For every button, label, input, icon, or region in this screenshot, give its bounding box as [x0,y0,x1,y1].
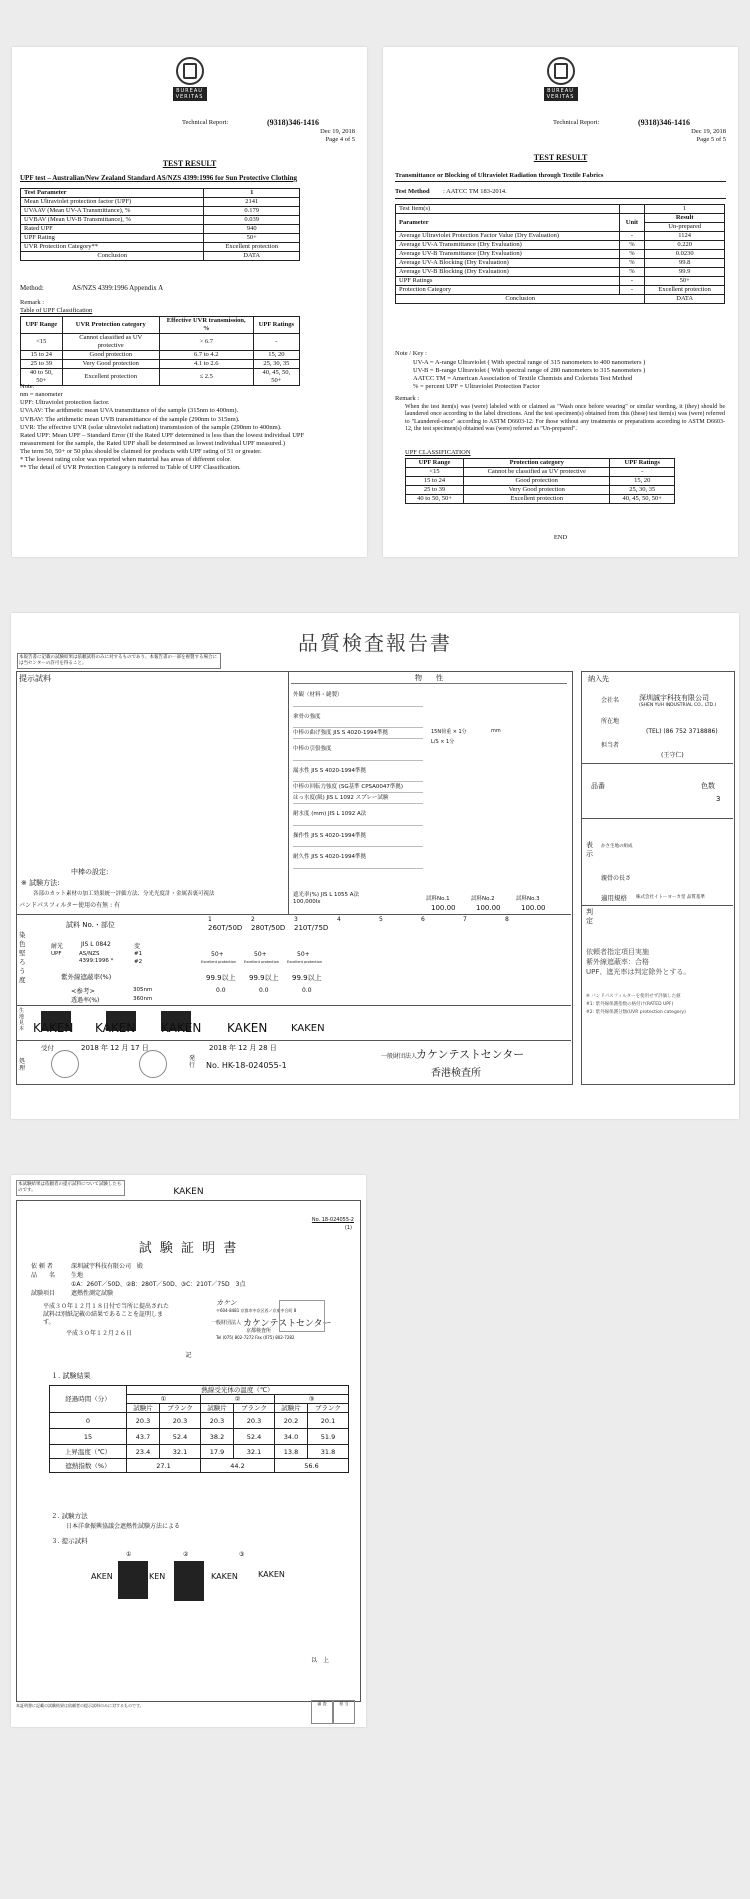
table-cell: 試験片 [274,1404,307,1413]
bureau-veritas-logo: BUREAU VERITAS [544,57,578,101]
report-title: 品質検査報告書 [298,631,452,655]
table-cell: 25 to 39 [406,486,464,495]
table-cell: 15 to 24 [21,351,63,360]
upf-classification-table [405,458,675,504]
table-cell: Parameter [396,214,620,232]
table-row [21,334,300,351]
table-cell: 23.4 [127,1445,160,1459]
sample-3-spec: 210T/75D [294,924,329,932]
test-result-heading: TEST RESULT [533,153,588,162]
table-cell: Average UV-A Transmittance (Dry Evaluation) [396,241,620,250]
table-cell: 40 to 50, 50+ [21,369,63,386]
table-cell: Average UV-B Transmittance (Dry Evaluation) [396,250,620,259]
quality-inspection-report: 品質検査報告書 本報告書に記載の試験結果は依頼試料のみに対するものであり、本報告書の一部を複製する場合には当センターの許可を得ること。 提示試料 物 性 外観（材料・縫製） 傘骨の強度 中棒の曲げ強度 JIS S 4020-1994準拠 中棒の引張強度 漏水性 JIS S 4020-1994準拠 中棒の回転力強度 (SG基準 CPSA0047準拠) はっ水度(級) JIS L 1092 スプレー試験 耐水度 (mm) JIS L 1092 A法 操作性 JIS S 4020-1994準拠 耐久性 JIS S 4020-1994準拠 15N荷重 × 1分 mm L/S × 1分 遮光率(%) JIS L 1055 A法 100,000lx 試料No.1 試料No.2 試料No.3 100.00 100.00 100.00 中棒の設定: ※ 試験方法: 各部のカット素材の加工効果統一評価方法、分光光度計・金属表裏可視法 バンドパスフィルター使用の有無 : 有 染色堅ろう度 試料 No.・部位 1 260T/50D 2 280T/50D 3 210T/75D 4 5 6 7 8 耐光 JIS L 0842 変 UPF AS/NZS 4399:1996 * #1 #2 50+ 50+ 50+ Excellent protection Excellent protection Excellent protection 紫外線遮蔽率(%) 99.9以上 99.9以上 99.9以上 <参考> 透過率(%) 305nm 360nm 0.0 0.0 0.0 生地見本 KAKEN KAKEN KAKEN KAKEN KAKEN 受付 2018 年 12 月 17 日 2018 年 12 月 28 日 発行 No. HK-18-024055-1 処理 一般財団法人 カケンテストセンター 香港検査所 納入先 会社名 深圳誠宇科技有限公司 (SHEN YUH INDUSTRIAL CO., LTD.) 所在地 (TEL) (86 752 3718886) 担当者 (王守仁) 品番 色数 3 表示 かさ生地の組成 親骨の長さ 適用規格 株式会社イトーヨーカ堂 品質基準 判定 依頼者指定項目実施 紫外線遮蔽率：合格 UPF、遮光率は判定除外とする。 ※ バンドパスフィルターを使用せず評価した値 #1: 紫外線保護指数の格付け(RATED UPF) #2: 紫外線保護分類(UVR protection category) [11,613,739,1119]
table-cell: % [619,241,645,250]
swatch-label-3: KAKEN [211,1572,238,1581]
report-number: (9318)346-1416 [267,118,319,127]
inspector-seal-stamp [139,1050,167,1078]
uv-sample-2: 試料No.2 [471,896,495,902]
footnotes: ※ バンドパスフィルターを使用せず評価した値 #1: 紫外線保護指数の格付け(RATED UPF) #2: 紫外線保護分類(UVR protection category) [586,994,686,1015]
table-cell: 20.3 [160,1413,201,1429]
uv-sample-3: 試料No.3 [516,896,540,902]
table-cell: UPF Rating [21,234,204,243]
table-cell: UVR Protection Category** [21,243,204,252]
contact-person: (王守仁) [661,752,684,759]
table-cell: 44.2 [200,1459,274,1473]
uv-block-value-3: 99.9以上 [292,974,322,982]
load-note-2: L/S × 1分 [431,739,455,745]
table-cell: Very Good protection [62,360,159,369]
table-row [50,1429,349,1445]
company-name-en: (SHEN YUH INDUSTRIAL CO., LTD.) [639,703,717,708]
table-cell: 1 [204,189,300,198]
table-cell: 940 [204,225,300,234]
bv-seal-icon [547,57,575,85]
table-cell: 試験片 [200,1404,233,1413]
applied-spec: 株式会社イトーヨーカ堂 品質基準 [636,895,705,900]
table-cell: UVBAV (Mean UV-B Transmittance), % [21,216,204,225]
table-cell: - [619,286,645,295]
swatch-label-4: KAKEN [227,1021,268,1035]
test-method-text: 各部のカット素材の加工効果統一評価方法、分光光度計・金属表裏可視法 [33,891,215,897]
handler-label: 処理 [19,1058,26,1072]
issue-number: No. HK-18-024055-1 [206,1061,287,1070]
upf-test-subtitle: UPF test – Australian/New Zealand Standard AS/NZS 4399:1996 for Sun Protective Clothing [20,174,297,182]
table-row [50,1413,349,1429]
table-cell: Good protection [62,351,159,360]
heat-shield-table [49,1385,349,1473]
table-row [406,495,675,504]
transmittance-subtitle: Transmittance or Blocking of Ultraviolet Radiation through Textile Fabrics [395,172,604,179]
uv-value-3: 100.00 [521,904,546,912]
table-cell: Conclusion [21,252,204,261]
table-cell: 40 to 50, 50+ [406,495,464,504]
table-row [406,468,675,477]
method-label: Method: [20,284,44,292]
table-cell: UVR Protection category [62,317,159,334]
table-cell: % [619,268,645,277]
table-cell: 4.1 to 2.6 [159,360,253,369]
uv-result-table [395,204,725,304]
table-cell: 40, 45, 50, 50+ [253,369,299,386]
dye-fastness-side-label: 染色堅ろう度 [19,931,26,984]
table-cell: - [253,334,299,351]
test-result-heading: TEST RESULT [162,159,217,168]
shaft-setting-label: 中棒の設定: [71,868,109,876]
bureau-veritas-logo: BUREAU VERITAS [173,57,207,101]
table-cell: Cannot be classified as UV protective [464,468,610,477]
client-name: 深圳誠宇科技有限公司 殿 [71,1263,144,1270]
property-list: 外観（材料・縫製） 傘骨の強度 中棒の曲げ強度 JIS S 4020-1994準拠 中棒の引張強度 漏水性 JIS S 4020-1994準拠 中棒の回転力強度 (SG基準 CPSA0047準拠) はっ水度(級) JIS L 1092 スプレー試験 耐水度 (mm) JIS L 1092 A法 操作性 JIS S 4020-1994準拠 耐久性 JIS S 4020-1994準拠 [293,685,423,869]
fabric-swatch-2 [174,1561,204,1601]
kaken-logo: カケン [216,1299,237,1307]
table-row [50,1459,349,1473]
table-cell: 6.7 to 4.2 [159,351,253,360]
company-tel: (TEL) (86 752 3718886) [646,728,718,735]
swatch-label-3: KAKEN [161,1021,202,1035]
table-cell: Good protection [464,477,610,486]
table-cell: Conclusion [396,295,645,304]
table-cell: 34.0 [274,1429,307,1445]
notice-box: 本試験結果は依頼者の提示試料について試験したものです。 [16,1180,125,1196]
table-row [396,259,725,268]
table-cell: 1 [645,205,725,214]
uv-block-label: 紫外線遮蔽率(%) [61,973,112,981]
table-cell: 20.2 [274,1413,307,1429]
uv-block-value-2: 99.9以上 [249,974,279,982]
table-cell: 0.0230 [645,250,725,259]
table-cell: ブランク [234,1404,275,1413]
end-label: END [553,534,568,541]
table-row [21,225,300,234]
test-item: 遮熱性測定試験 [71,1290,114,1297]
upf-standard: AS/NZS 4399:1996 * [79,951,114,964]
table-cell: UPF Ratings [396,277,620,286]
table-row [396,286,725,295]
swatch-label-2: KAKEN [95,1021,136,1035]
upf-value-1: 50+ [211,951,224,958]
table-cell: 15, 20 [610,477,675,486]
table-cell: Average Ultraviolet Protection Factor Value (Dry Evaluation) [396,232,620,241]
certificate-title: 試 験 証 明 書 [138,1241,239,1256]
note-key-label: Note / Key : [395,350,427,357]
end-label: 以 上 [311,1657,330,1664]
table-cell: Test Parameter [21,189,204,198]
table-cell: 25, 30, 35 [610,486,675,495]
table-cell: 25 to 39 [21,360,63,369]
table-cell: Excellent protection [204,243,300,252]
table-cell [619,205,645,214]
table-cell: 20.3 [127,1413,160,1429]
table-cell: 0.039 [204,216,300,225]
tech-report-label: Technical Report: [553,119,600,126]
table-row [21,317,300,334]
table-cell: 31.8 [307,1445,348,1459]
certification-text: 平成３０年１２月１８日付で当所に提出された試料は別紙記載の結果であることを証明します。 [43,1303,170,1326]
table-row [406,459,675,468]
table-row [396,277,725,286]
table-cell: UPF Range [21,317,63,334]
properties-header: 物 性 [291,673,567,684]
item-detail: ①A：260T／50D、②B：280T／50D、③C：210T／75D 3点 [71,1281,246,1288]
report-number: (9318)346-1416 [638,118,690,127]
received-label: 受付 [41,1044,54,1052]
table-row [396,295,725,304]
table-cell: 経過時間（分） [50,1386,127,1413]
upf-parameter-table [20,188,300,261]
test-certificate: 本試験結果は依頼者の提示試料について試験したものです。 KAKEN No. 18-024055-2 (1) 試 験 証 明 書 依 頼 者 深圳誠宇科技有限公司 殿 品 名 生地 ①A：260T／50D、②B：280T／50D、③C：210T／75D 3点 試験項目 遮熱性測定試験 平成３０年１２月１８日付で当所に提出された試料は別紙記載の結果であることを証明します。 平成３０年１２月２６日 カケン 〒604-8481 京都市中京区西ノ京東中合町 8 一般財団法人 カケンテストセンター 京都検査所 Tel (075) 802-7272 Fax (075) 802-7282 記 １. 試験結果 経過時間（分） 熱線受光体の温度（℃） ① ② ③ 試験片 ブランク 試験片 ブランク 試験片 ブランク 0 20.3 20.3 20.3 20.3 20.2 20.1 15 43.7 52.4 38.2 52.4 34.0 51.9 上昇温度（℃） 23.4 32.1 17.9 32.1 13.8 31.8 遮熱指数（%） 27.1 44.2 56.6 ２. 試験方法 日本洋傘振興協議会遮熱性試験方法による ３. 提示試料 ① ② ③ AKEN KEN KAKEN KAKEN 以 上 本証明書に記載の試験結果は依頼者の提示試料のみに対するものです。 審 査 担 当 [11,1175,366,1727]
tech-report-label: Technical Report: [182,119,229,126]
bv-seal-icon [176,57,204,85]
method-value: AS/NZS 4399:1996 Appendix A [72,284,164,292]
table-cell: Effective UVR transmission, % [159,317,253,334]
footer-notice: 本証明書に記載の試験結果は依頼者の提示試料のみに対するものです。 [16,1703,144,1708]
table-row [21,351,300,360]
table-cell: DATA [645,295,725,304]
table-cell: 15, 20 [253,351,299,360]
page-number: Page 4 of 5 [325,136,355,143]
table-cell: % [619,259,645,268]
transmittance-label: 透過率(%) [71,997,100,1004]
divider [395,198,726,199]
table-cell: Mean Ultraviolet protection factor (UPF) [21,198,204,207]
table-cell: 20.1 [307,1413,348,1429]
handler-seal-stamp [51,1050,79,1078]
table-cell: 熱線受光体の温度（℃） [127,1386,349,1395]
upf-label: UPF [51,951,62,957]
document-number: No. 18-024055-2 [311,1217,354,1223]
table-cell: ① [127,1395,201,1404]
table-row [396,232,725,241]
fastness-label: 耐光 [51,943,64,950]
table-cell: 0.220 [645,241,725,250]
note-keys: UV-A = A-range Ultraviolet ( With spectral range of 315 nanometers to 400 nanometers ) UV-B = B-range Ultraviolet ( With spectral range of 280 nanometers to 315 nanometers ) AATCC TM = American Association of Textile Chemists and Colorists Test Method % = percent UPF = Ultraviolet Protection Factor [413,359,646,391]
table-cell: - [619,277,645,286]
fastness-standard: JIS L 0842 [81,941,111,948]
table-row [21,243,300,252]
certificate-date: 平成３０年１２月２６日 [66,1330,133,1337]
handler-stamp: 担 当 [333,1700,355,1724]
upf-classification-table [20,316,300,386]
company-name: 深圳誠宇科技有限公司 [639,694,709,702]
reference-label: <参考> [71,987,95,995]
table-row [396,241,725,250]
judgment-text: 依頼者指定項目実施 紫外線遮蔽率：合格 UPF、遮光率は判定除外とする。 [586,948,691,976]
remark-label: Remark : [20,299,45,306]
swatch-label-2: KEN [149,1572,166,1581]
kaken-test-center: カケンテストセンター [243,1319,332,1329]
table-cell: Excellent protection [464,495,610,504]
table-row [21,252,300,261]
table-row [21,207,300,216]
table-cell: Protection category [464,459,610,468]
item-name: 生地 [71,1272,84,1279]
swatch-label-5: KAKEN [291,1023,325,1034]
upf-value-2: 50+ [254,951,267,958]
received-date: 2018 年 12 月 17 日 [81,1044,149,1052]
table-cell: Excellent protection [62,369,159,386]
table-cell: 20.3 [234,1413,275,1429]
swatch-label-4: KAKEN [258,1570,285,1579]
sample-2-spec: 280T/50D [251,924,286,932]
table-cell: Test Item(s) [396,205,620,214]
table-cell: 52.4 [160,1429,201,1445]
fabric-swatch-1 [118,1561,148,1599]
table-cell: <15 [406,468,464,477]
table-row [50,1386,349,1395]
table-cell: 1124 [645,232,725,241]
notice-box: 本報告書に記載の試験結果は依頼試料のみに対するものであり、本報告書の一部を複製する場合には当センターの許可を得ること。 [17,653,221,669]
table-cell: ブランク [307,1404,348,1413]
table-cell: 32.1 [160,1445,201,1459]
table-cell: 遮熱指数（%） [50,1459,127,1473]
table-cell: 40, 45, 50, 50+ [610,495,675,504]
kaken-brand: KAKEN [173,1187,204,1197]
table-cell: % [619,250,645,259]
swatch-side-label: 生地見本 [19,1008,25,1032]
table-cell: ≤ 2.5 [159,369,253,386]
table-cell: 0 [50,1413,127,1429]
table-cell: 27.1 [127,1459,201,1473]
notes-block: Note: nm = nanometer UPF: Ultraviolet protection factor. UVAAV: The arithmetic mean UVA transmittance of the sample (315nm to 400nm). UVBAV: The arithmetic mean UVB transmittance of the sample (290nm to 315nm). UVR: The effective UVR (solar ultraviolet radiation) transmission of the sample (290nm to 400nm). Rated UPF: Mean UPF – Standard Error (If the Rated UPF determined is less than the lowest individual UPF measurement for the sample, the Rated UPF shall be determined as lowest individual UPF measured.) The term 50, 50+ or 50 plus should be claimed for products with UPF rating of 51 or greater. * The lowest rating color was reported when material has areas of different color. ** The detail of UVR Protection Category is referred to Table of UPF Classification. [20,383,305,472]
report-date: Dec 19, 2018 [691,128,726,135]
section-2-text: 日本洋傘振興協議会遮熱性試験方法による [66,1523,181,1530]
table-cell: 99.8 [645,259,725,268]
table-row [396,214,725,223]
table-cell: <15 [21,334,63,351]
table-cell: 50+ [645,277,725,286]
table-cell: 25, 30, 35 [253,360,299,369]
uv-sample-1: 試料No.1 [426,896,450,902]
table-cell: Average UV-A Blocking (Dry Evaluation) [396,259,620,268]
color-count: 3 [716,795,721,803]
table-cell: ③ [274,1395,348,1404]
table-cell: 99.9 [645,268,725,277]
table-cell: 15 to 24 [406,477,464,486]
table-cell: 20.3 [200,1413,233,1429]
table-row [21,198,300,207]
remark-label: Remark : [395,395,420,402]
official-seal-stamp [279,1300,325,1332]
branch-name: 香港検査所 [431,1068,481,1079]
table-cell: UPF Ratings [610,459,675,468]
uv-shading-label: 遮光率(%) JIS L 1055 A法 100,000lx [293,892,360,905]
table-cell: 50+ [204,234,300,243]
upf-value-3: 50+ [297,951,310,958]
sample-1-spec: 260T/50D [208,924,243,932]
table-cell: 17.9 [200,1445,233,1459]
kaken-test-center: カケンテストセンター [416,1048,525,1061]
table-cell: Average UV-B Blocking (Dry Evaluation) [396,268,620,277]
table-row [21,360,300,369]
table-cell: 43.7 [127,1429,160,1445]
uv-value-2: 100.00 [476,904,501,912]
table-cell: Un-prepared [645,223,725,232]
table-cell: Very Good protection [464,486,610,495]
table-cell: 52.4 [234,1429,275,1445]
table-cell: Cannot classified as UV protective [62,334,159,351]
test-method-label: Test Method [395,188,430,195]
table-cell: UPF Range [406,459,464,468]
section-3-heading: ３. 提示試料 [51,1537,88,1545]
page-number: Page 5 of 5 [696,136,726,143]
classification-caption: Table of UPF Classification [20,307,93,314]
sample-label: 提示試料 [19,674,51,683]
table-cell: 56.6 [274,1459,348,1473]
table-cell: UVAAV (Mean UV-A Transmittance), % [21,207,204,216]
divider [395,181,726,182]
table-cell: 上昇温度（℃） [50,1445,127,1459]
table-cell: 51.9 [307,1429,348,1445]
filter-usage: バンドパスフィルター使用の有無 : 有 [19,902,120,909]
table-cell: Unit [619,214,645,232]
table-row [406,486,675,495]
table-cell: 15 [50,1429,127,1445]
table-cell: 32.1 [234,1445,275,1459]
table-cell: Rated UPF [21,225,204,234]
uv-value-1: 100.00 [431,904,456,912]
review-stamp: 審 査 [311,1700,333,1724]
uv-block-value-1: 99.9以上 [206,974,236,982]
swatch-label-1: AKEN [91,1572,113,1581]
table-row [396,250,725,259]
load-note: 15N荷重 × 1分 [431,729,467,735]
issue-date: 2018 年 12 月 28 日 [209,1044,277,1052]
remark-text: When the test item(s) was (were) labeled with or claimed as "Wash once before wearing" or similar wording, it (they) should be laundered once according to the label directions. And the test specimen(s) obtained from this (these) test item(s) was (were) referred to "Laundered-once" according to ASTM D6603-12. For those without any treatments or preparations according to ASTM D6603-12, the test specimen(s) obtained was (were) referred as "Un-prepared". [405,404,725,432]
client-label: 納入先 [588,675,609,683]
report-page-4 [12,47,367,557]
table-cell: ② [200,1395,274,1404]
report-date: Dec 19, 2018 [320,128,355,135]
table-cell: 38.2 [200,1429,233,1445]
test-method-value: : AATCC TM 183-2014. [443,188,507,195]
table-cell: UPF Ratings [253,317,299,334]
table-row [396,268,725,277]
table-cell: Protection Category [396,286,620,295]
table-cell: > 6.7 [159,334,253,351]
report-page-5 [383,47,738,557]
table-cell: Result [645,214,725,223]
table-cell: 2141 [204,198,300,207]
table-cell: DATA [204,252,300,261]
table-cell: - [619,232,645,241]
table-cell: Excellent protection [645,286,725,295]
table-cell: 0.179 [204,207,300,216]
table-row [50,1445,349,1459]
table-row [396,205,725,214]
table-row [406,477,675,486]
table-row [21,216,300,225]
load-unit: mm [491,728,501,734]
table-cell: 試験片 [127,1404,160,1413]
section-2-heading: ２. 試験方法 [51,1512,88,1520]
test-method-label: ※ 試験方法: [21,879,60,887]
table-row [21,234,300,243]
issue-label: 発行 [189,1055,196,1069]
table-cell: 13.8 [274,1445,307,1459]
section-1-heading: １. 試験結果 [51,1372,91,1380]
table-cell: - [610,468,675,477]
sample-no-label: 試料 No.・部位 [66,921,115,929]
upf-classification-label: UPF CLASSIFICATION [405,449,471,456]
swatch-label-1: KAKEN [33,1021,74,1035]
table-cell: ブランク [160,1404,201,1413]
table-row [21,189,300,198]
